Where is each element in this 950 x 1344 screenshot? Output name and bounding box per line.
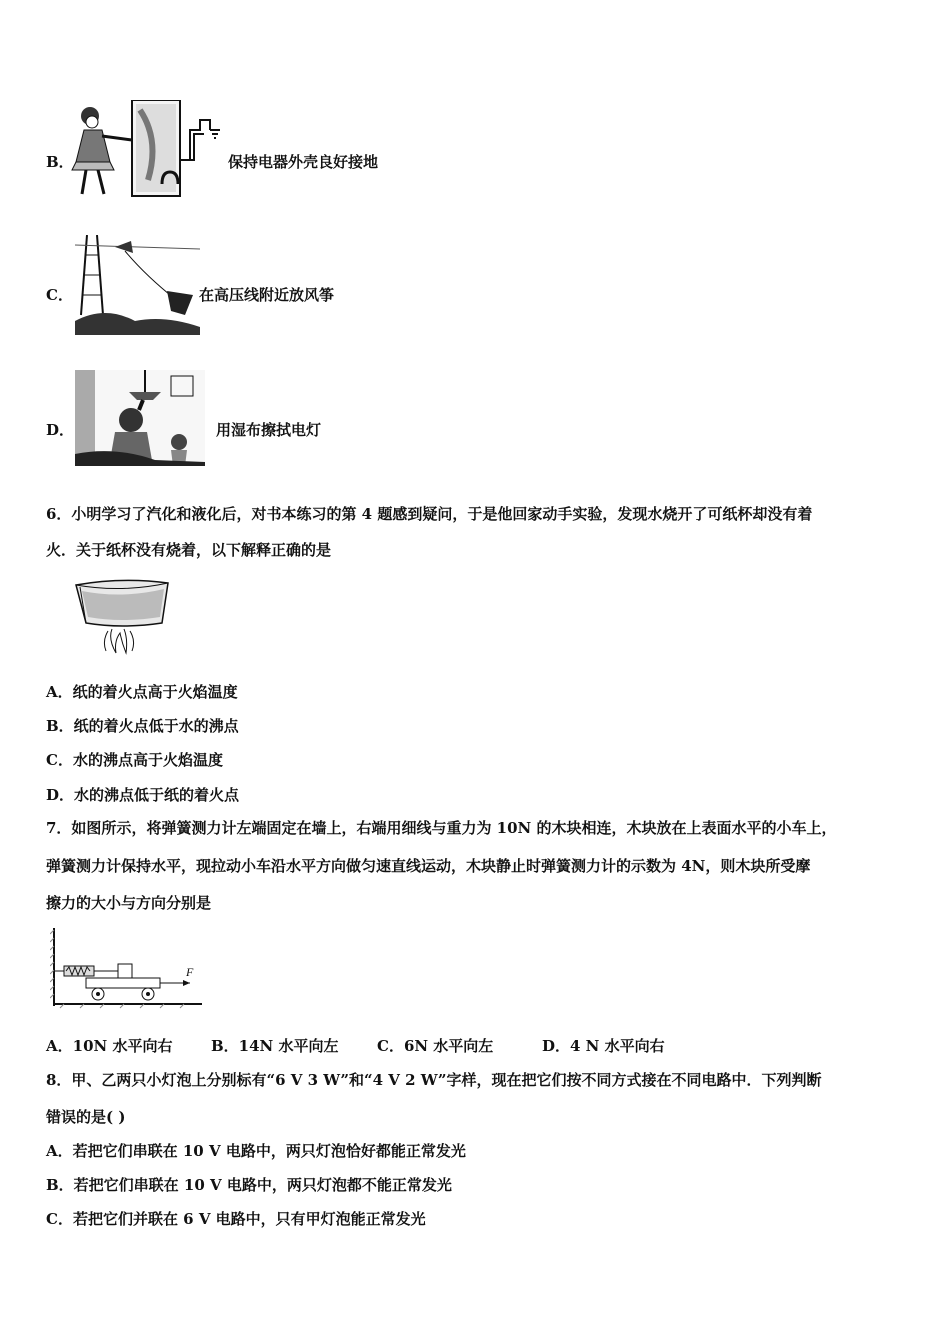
q5-option-d-figure <box>75 370 205 466</box>
q6-option-b: B．纸的着火点低于水的沸点 <box>46 717 239 735</box>
q5-option-b-label: B． <box>46 153 74 171</box>
paper-cup-over-flame-illustration <box>72 577 172 657</box>
q8-option-b: B．若把它们串联在 10 V 电路中，两只灯泡都不能正常发光 <box>46 1176 452 1194</box>
q5-option-c-figure <box>75 235 200 335</box>
q6-stem-line-1: 6．小明学习了汽化和液化后，对书本练习的第 4 题感到疑问，于是他回家动手实验，发现水烧开了可纸杯却没有着 <box>46 505 813 523</box>
q7-option-d: D．4 N 水平向右 <box>542 1037 665 1055</box>
q7-option-a: A．10N 水平向右 <box>46 1037 173 1055</box>
q5-option-c-label: C． <box>46 286 73 304</box>
girl-grounded-appliance-illustration <box>70 100 230 200</box>
q6-option-a: A．纸的着火点高于火焰温度 <box>46 683 238 701</box>
q7-option-c: C．6N 水平向左 <box>377 1037 494 1055</box>
q6-stem-line-2: 火．关于纸杯没有烧着，以下解释正确的是 <box>46 541 332 559</box>
q6-option-d: D．水的沸点低于纸的着火点 <box>46 786 240 804</box>
q8-stem-line-1: 8．甲、乙两只小灯泡上分别标有“6 V 3 W”和“4 V 2 W”字样，现在把它们按不同方式接在不同电路中．下列判断 <box>46 1071 822 1089</box>
q5-option-d-label: D． <box>46 421 75 439</box>
spring-scale-block-cart-diagram <box>50 928 205 1010</box>
kite-near-power-line-illustration <box>75 235 200 335</box>
q8-stem-line-2: 错误的是( ) <box>46 1108 126 1126</box>
q5-option-b-text: 保持电器外壳良好接地 <box>228 153 379 171</box>
q7-stem-line-3: 擦力的大小与方向分别是 <box>46 894 212 912</box>
q7-spring-scale-cart-figure <box>50 928 205 1010</box>
q5-option-d-text: 用湿布擦拭电灯 <box>216 421 322 439</box>
q8-option-c: C．若把它们并联在 6 V 电路中，只有甲灯泡能正常发光 <box>46 1210 426 1228</box>
q5-option-b-figure <box>70 100 230 200</box>
q7-stem-line-2: 弹簧测力计保持水平，现拉动小车沿水平方向做匀速直线运动，木块静止时弹簧测力计的示数为 4N，则木块所受摩 <box>46 857 811 875</box>
q6-paper-cup-figure <box>72 577 172 657</box>
wiping-lamp-with-wet-cloth-illustration <box>75 370 205 466</box>
q8-option-a: A．若把它们串联在 10 V 电路中，两只灯泡恰好都能正常发光 <box>46 1142 466 1160</box>
q5-option-c-text: 在高压线附近放风筝 <box>199 286 335 304</box>
q6-option-c: C．水的沸点高于火焰温度 <box>46 751 223 769</box>
q7-option-b: B．14N 水平向左 <box>211 1037 339 1055</box>
q7-stem-line-1: 7．如图所示，将弹簧测力计左端固定在墙上，右端用细线与重力为 10N 的木块相连，木块放在上表面水平的小车上， <box>46 819 837 837</box>
force-label-f: F <box>186 965 194 979</box>
